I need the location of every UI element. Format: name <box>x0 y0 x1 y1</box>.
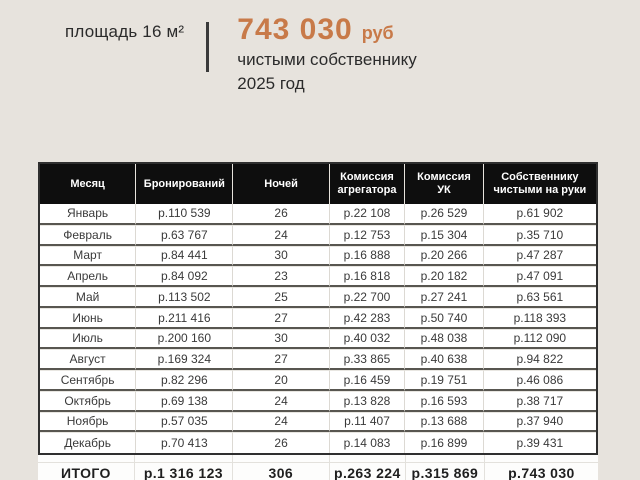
table-row <box>40 432 596 453</box>
header-block <box>65 14 620 94</box>
uk-fee-cell: р.16 593 <box>405 391 483 412</box>
totals-label: ИТОГО <box>38 463 135 480</box>
headline-amount-block <box>237 14 416 94</box>
totals-nights: 306 <box>233 463 330 480</box>
totals-bookings: р.1 316 123 <box>135 463 233 480</box>
nights-cell: 20 <box>233 370 329 391</box>
uk-fee-cell: р.19 751 <box>405 370 483 391</box>
table-row <box>40 308 596 329</box>
area-label: площадь 16 м² <box>65 22 185 41</box>
month-cell: Июнь <box>40 308 136 329</box>
vertical-divider <box>206 22 209 72</box>
table-row <box>40 391 596 412</box>
nights-cell: 27 <box>233 349 329 370</box>
uk-fee-cell: р.16 899 <box>405 432 483 453</box>
totals-owner-net: р.743 030 <box>485 463 598 480</box>
bookings-cell: р.84 092 <box>136 266 233 287</box>
totals-row <box>38 463 598 480</box>
income-table-container <box>38 162 598 480</box>
month-cell: Август <box>40 349 136 370</box>
column-header-uk-fee: Комиссия УК <box>405 164 483 204</box>
column-header-owner-net: Собственнику чистыми на руки <box>484 164 596 204</box>
bookings-cell: р.169 324 <box>136 349 233 370</box>
owner-net-cell: р.94 822 <box>484 349 596 370</box>
headline-currency: руб <box>361 23 394 43</box>
nights-cell: 24 <box>233 412 329 433</box>
owner-net-cell: р.47 287 <box>484 246 596 267</box>
uk-fee-cell: р.15 304 <box>405 225 483 246</box>
table-row <box>40 370 596 391</box>
nights-cell: 26 <box>233 204 329 225</box>
nights-cell: 30 <box>233 329 329 350</box>
aggregator-fee-cell: р.11 407 <box>330 412 406 433</box>
column-header-month: Месяц <box>40 164 136 204</box>
aggregator-fee-cell: р.40 032 <box>330 329 406 350</box>
spacer-row <box>38 455 598 463</box>
month-cell: Сентябрь <box>40 370 136 391</box>
bookings-cell: р.70 413 <box>136 432 233 453</box>
table-row <box>40 204 596 225</box>
owner-net-cell: р.63 561 <box>484 287 596 308</box>
uk-fee-cell: р.27 241 <box>405 287 483 308</box>
table-row <box>40 329 596 350</box>
owner-net-cell: р.61 902 <box>484 204 596 225</box>
uk-fee-cell: р.48 038 <box>405 329 483 350</box>
monthly-income-table <box>38 162 598 455</box>
totals-table <box>38 455 598 480</box>
nights-cell: 23 <box>233 266 329 287</box>
column-header-bookings: Бронирований <box>136 164 233 204</box>
table-row <box>40 412 596 433</box>
month-cell: Декабрь <box>40 432 136 453</box>
nights-cell: 24 <box>233 391 329 412</box>
headline-amount: 743 030 <box>237 13 353 46</box>
bookings-cell: р.69 138 <box>136 391 233 412</box>
month-cell: Январь <box>40 204 136 225</box>
owner-net-cell: р.37 940 <box>484 412 596 433</box>
nights-cell: 24 <box>233 225 329 246</box>
totals-aggregator-fee: р.263 224 <box>330 463 406 480</box>
bookings-cell: р.110 539 <box>136 204 233 225</box>
aggregator-fee-cell: р.16 888 <box>330 246 406 267</box>
table-row <box>40 349 596 370</box>
bookings-cell: р.200 160 <box>136 329 233 350</box>
nights-cell: 30 <box>233 246 329 267</box>
owner-net-cell: р.118 393 <box>484 308 596 329</box>
aggregator-fee-cell: р.22 108 <box>330 204 406 225</box>
table-header-row <box>40 164 596 204</box>
aggregator-fee-cell: р.16 459 <box>330 370 406 391</box>
table-row <box>40 287 596 308</box>
table-row <box>40 225 596 246</box>
uk-fee-cell: р.50 740 <box>405 308 483 329</box>
table-row <box>40 246 596 267</box>
uk-fee-cell: р.26 529 <box>405 204 483 225</box>
month-cell: Март <box>40 246 136 267</box>
uk-fee-cell: р.40 638 <box>405 349 483 370</box>
bookings-cell: р.84 441 <box>136 246 233 267</box>
owner-net-cell: р.35 710 <box>484 225 596 246</box>
aggregator-fee-cell: р.13 828 <box>330 391 406 412</box>
uk-fee-cell: р.20 266 <box>405 246 483 267</box>
aggregator-fee-cell: р.14 083 <box>330 432 406 453</box>
month-cell: Октябрь <box>40 391 136 412</box>
month-cell: Июль <box>40 329 136 350</box>
nights-cell: 25 <box>233 287 329 308</box>
bookings-cell: р.57 035 <box>136 412 233 433</box>
month-cell: Февраль <box>40 225 136 246</box>
month-cell: Ноябрь <box>40 412 136 433</box>
bookings-cell: р.211 416 <box>136 308 233 329</box>
owner-net-cell: р.47 091 <box>484 266 596 287</box>
totals-uk-fee: р.315 869 <box>406 463 485 480</box>
owner-net-cell: р.39 431 <box>484 432 596 453</box>
headline-subtitle-line1: чистыми собственнику <box>237 50 417 69</box>
aggregator-fee-cell: р.16 818 <box>330 266 406 287</box>
aggregator-fee-cell: р.22 700 <box>330 287 406 308</box>
nights-cell: 26 <box>233 432 329 453</box>
column-header-aggregator-fee: Комиссия агрегатора <box>330 164 406 204</box>
column-header-nights: Ночей <box>233 164 329 204</box>
month-cell: Май <box>40 287 136 308</box>
headline-subtitle-line2: 2025 год <box>237 74 305 93</box>
nights-cell: 27 <box>233 308 329 329</box>
aggregator-fee-cell: р.33 865 <box>330 349 406 370</box>
owner-net-cell: р.46 086 <box>484 370 596 391</box>
owner-net-cell: р.38 717 <box>484 391 596 412</box>
aggregator-fee-cell: р.42 283 <box>330 308 406 329</box>
owner-net-cell: р.112 090 <box>484 329 596 350</box>
uk-fee-cell: р.20 182 <box>405 266 483 287</box>
aggregator-fee-cell: р.12 753 <box>330 225 406 246</box>
month-cell: Апрель <box>40 266 136 287</box>
bookings-cell: р.82 296 <box>136 370 233 391</box>
bookings-cell: р.113 502 <box>136 287 233 308</box>
table-row <box>40 266 596 287</box>
bookings-cell: р.63 767 <box>136 225 233 246</box>
uk-fee-cell: р.13 688 <box>405 412 483 433</box>
